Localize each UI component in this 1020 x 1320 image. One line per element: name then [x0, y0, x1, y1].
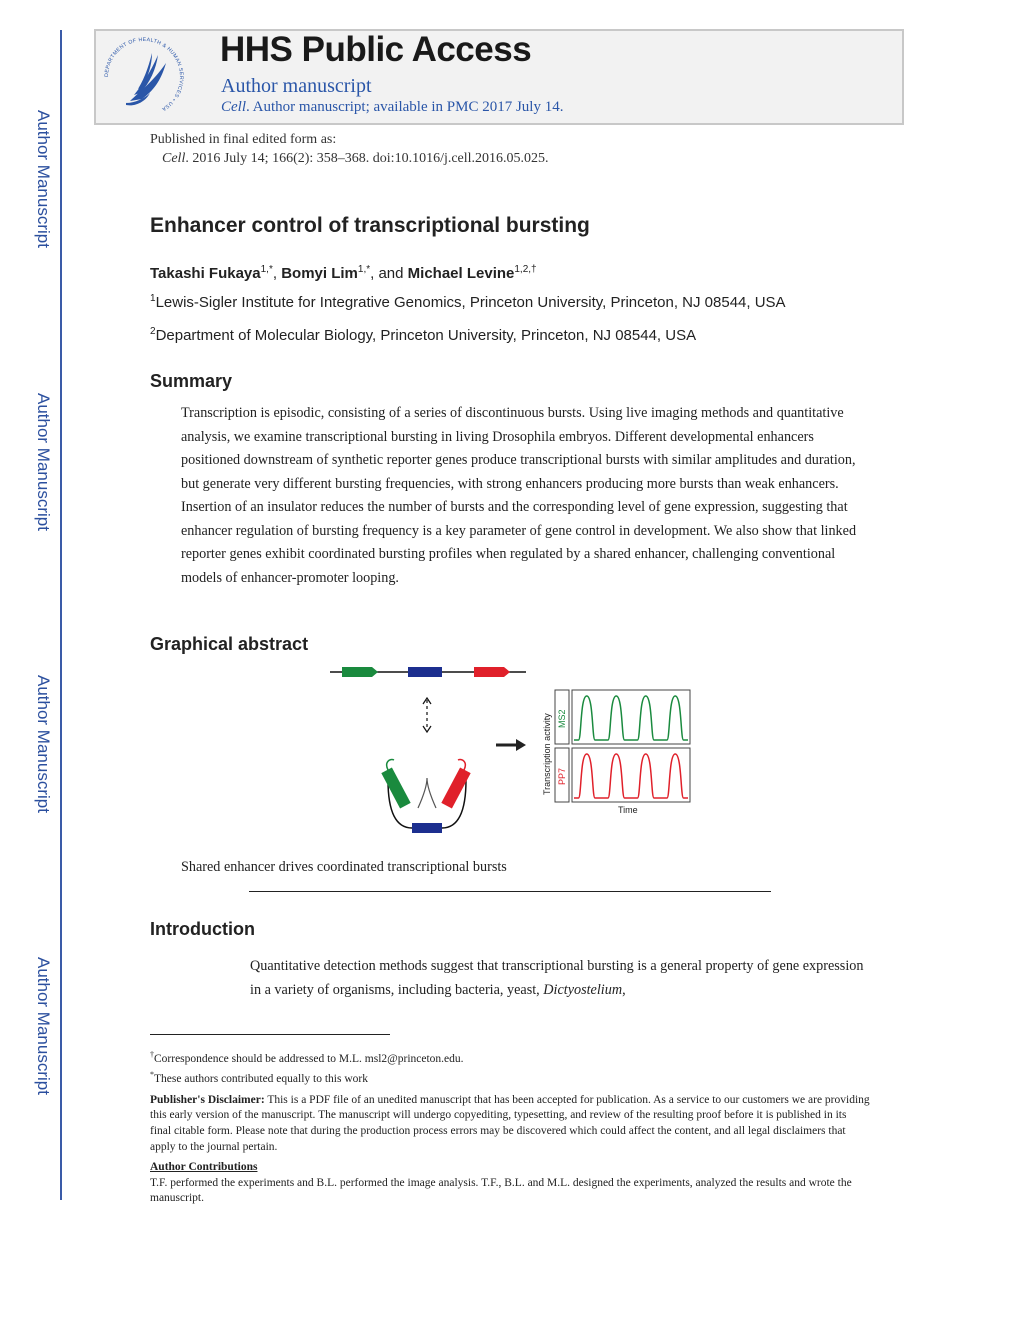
- affiliation-text: Lewis-Sigler Institute for Integrative Genomics, Princeton University, Princeton, NJ 08544, USA: [155, 294, 786, 311]
- equal-contribution-text: These authors contributed equally to this work: [154, 1073, 368, 1086]
- author-manuscript-subtitle: Author manuscript: [221, 75, 372, 97]
- published-label: Published in final edited form as:: [150, 132, 337, 147]
- pmc-availability-line: [221, 99, 563, 116]
- margin-label-author-manuscript: Author Manuscript: [34, 393, 53, 531]
- affiliation-number: 1: [150, 293, 156, 304]
- graphical-abstract-caption: Shared enhancer drives coordinated transcriptional bursts: [181, 859, 507, 875]
- author-contributions-heading: [150, 1160, 870, 1176]
- correspondence-text: Correspondence should be addressed to M.L. msl2@princeton.edu.: [154, 1052, 464, 1065]
- affiliation-2: [150, 326, 696, 344]
- svg-text:DEPARTMENT OF HEALTH & HUMAN S: DEPARTMENT OF HEALTH & HUMAN SERVICES • USA: [103, 36, 185, 112]
- footnotes: [150, 1047, 870, 1207]
- correspondence-footnote: [150, 1047, 870, 1067]
- citation: [162, 151, 549, 167]
- author-list: [150, 264, 537, 282]
- ms2-gene-looped: [381, 768, 410, 809]
- availability-text: . Author manuscript; available in PMC 2017 July 14.: [246, 99, 564, 115]
- author-name: Bomyi Lim: [281, 265, 358, 282]
- margin-label-author-manuscript: Author Manuscript: [34, 675, 53, 813]
- footnote-divider: [150, 1034, 390, 1035]
- journal-name: Cell: [221, 99, 246, 115]
- author-separator: , and: [370, 265, 408, 282]
- margin-label-author-manuscript: Author Manuscript: [34, 110, 53, 248]
- author-name: Michael Levine: [407, 265, 515, 282]
- disclaimer-text: This is a PDF file of an unedited manuscript that has been accepted for publication. As a service to our customers we are providing this early version of the manuscript. The manuscript will undergo copyediting, typesetting, and review of the resulting proof before it is published in its final citable form. Please note that during the production process errors may be discovered which could affect the content, and all legal disclaimers that apply to the journal pertain.: [150, 1093, 870, 1153]
- margin-rule: [60, 30, 62, 1200]
- introduction-paragraph: [250, 955, 870, 1002]
- enhancer-block: [408, 667, 442, 677]
- graphical-abstract-divider: [249, 891, 771, 892]
- author-affiliation-mark: 1,*: [260, 264, 273, 275]
- intro-text-end: ,: [622, 981, 626, 998]
- author-name: Takashi Fukaya: [150, 265, 261, 282]
- disclaimer-label: Publisher's Disclaimer:: [150, 1093, 265, 1106]
- asterisk-mark: *: [150, 1070, 154, 1080]
- ms2-track-label: MS2: [557, 709, 567, 728]
- author-contributions: T.F. performed the experiments and B.L. performed the image analysis. T.F., B.L. and M.L. designed the experiments, analyzed the results and wrote the manuscript.: [150, 1176, 852, 1205]
- result-arrow-head: [516, 739, 526, 751]
- intro-text: Quantitative detection methods suggest that transcriptional bursting is a general property of gene expression in a variety of organisms, including bacteria, yeast,: [250, 958, 864, 998]
- summary-paragraph: Transcription is episodic, consisting of a series of discontinuous bursts. Using live imaging methods and quantitative analysis, we examine transcriptional bursting in living Drosophila embryos. Different developmental enhancers positioned downstream of synthetic reporter genes produce transcriptional bursts with similar amplitudes and duration, but generate very different bursting frequencies, with strong enhancers producing more bursts than weak enhancers. Insertion of an insulator reduces the number of bursts and the corresponding level of gene expression, suggesting that enhancer regulation of bursting frequency is a key parameter of gene control in development. We also show that linked reporter genes exhibit coordinated bursting profiles when regulated by a shared enhancer, challenging conventional models of enhancer-promoter looping.: [181, 405, 857, 586]
- publisher-disclaimer: [150, 1093, 870, 1155]
- author-contributions-label: Author Contributions: [150, 1161, 258, 1174]
- hhs-eagle-logo-icon: [100, 33, 188, 121]
- ms2-burst-trace: [574, 696, 688, 740]
- citation-journal: Cell: [162, 151, 186, 166]
- pp7-reporter-gene: [474, 667, 510, 677]
- author-affiliation-mark: 1,2,†: [514, 264, 537, 275]
- y-axis-label: Transcription activity: [542, 713, 552, 795]
- ms2-reporter-gene: [342, 667, 378, 677]
- graphical-abstract-figure: [328, 660, 698, 840]
- affiliation-text: Department of Molecular Biology, Princeton University, Princeton, NJ 08544, USA: [155, 327, 697, 344]
- article-title: Enhancer control of transcriptional bursting: [150, 214, 590, 237]
- graphical-abstract-heading: Graphical abstract: [150, 634, 309, 654]
- equal-contribution-footnote: [150, 1067, 870, 1087]
- x-axis-label: Time: [618, 805, 638, 815]
- citation-details: . 2016 July 14; 166(2): 358–368. doi:10.1016/j.cell.2016.05.025.: [185, 151, 549, 166]
- shared-enhancer-block: [412, 823, 442, 833]
- affiliation-number: 2: [150, 326, 156, 337]
- introduction-heading: Introduction: [150, 919, 255, 939]
- author-affiliation-mark: 1,*: [357, 264, 371, 275]
- enhancer-contact-lines: [418, 778, 436, 808]
- affiliation-1: [150, 293, 786, 311]
- hhs-public-access-title: HHS Public Access: [220, 30, 532, 69]
- author-separator: ,: [272, 265, 282, 282]
- margin-label-author-manuscript: Author Manuscript: [34, 957, 53, 1095]
- summary-heading: Summary: [150, 371, 233, 391]
- dagger-mark: †: [150, 1050, 154, 1059]
- pp7-track-label: PP7: [557, 767, 567, 785]
- intro-italic-term: Dictyostelium: [543, 981, 623, 998]
- pp7-burst-trace: [574, 754, 688, 798]
